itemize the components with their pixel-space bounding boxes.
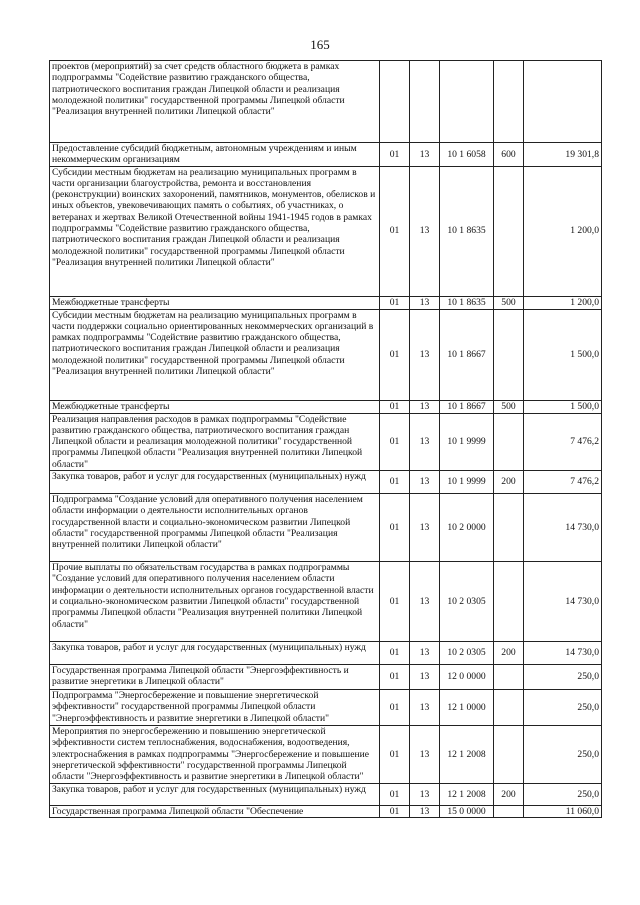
row-description: проектов (мероприятий) за счет средств областного бюджета в рамках подпрограммы "Содействие развитию гражданского общества, патриотического воспитания граждан Липецкой области и реализация молодежной политики" государственной программы Липецкой области "Реализация внутренней политики Липецкой области" bbox=[50, 61, 380, 143]
target-article-code bbox=[440, 61, 494, 143]
expense-type-code bbox=[494, 562, 524, 642]
amount: 14 730,0 bbox=[524, 494, 602, 562]
row-description: Мероприятия по энергосбережению и повышению энергетической эффективности систем теплоснабжения, водоснабжения, водоотведения, электроснабжения в рамках подпрограммы "Энергосбережение и повышение энергетической эффективности" государственной программы Липецкой области "Энергоэффективность и развитие энергетики в Липецкой области" bbox=[50, 726, 380, 784]
row-description: Государственная программа Липецкой области "Энергоэффективность и развитие энергетики в Липецкой области" bbox=[50, 665, 380, 690]
target-article-code: 10 2 0305 bbox=[440, 562, 494, 642]
subsection-code: 13 bbox=[410, 494, 440, 562]
budget-table bbox=[49, 60, 602, 818]
target-article-code: 12 1 2008 bbox=[440, 726, 494, 784]
table-row bbox=[50, 413, 602, 470]
amount: 7 476,2 bbox=[524, 471, 602, 494]
expense-type-code bbox=[494, 494, 524, 562]
expense-type-code bbox=[494, 690, 524, 726]
table-row bbox=[50, 309, 602, 400]
target-article-code: 10 1 8667 bbox=[440, 400, 494, 413]
section-code: 01 bbox=[380, 665, 410, 690]
row-description: Субсидии местным бюджетам на реализацию муниципальных программ в части поддержки социально ориентированных некоммерческих организаций в рамках подпрограммы "Содействие развитию гражданского общества, патриотического воспитания граждан Липецкой области и реализация молодежной политики" государственной программы Липецкой области "Реализация внутренней политики Липецкой области" bbox=[50, 309, 380, 400]
amount: 1 200,0 bbox=[524, 296, 602, 309]
table-row bbox=[50, 296, 602, 309]
expense-type-code bbox=[494, 665, 524, 690]
amount: 250,0 bbox=[524, 665, 602, 690]
subsection-code: 13 bbox=[410, 806, 440, 818]
target-article-code: 10 2 0000 bbox=[440, 494, 494, 562]
table-row bbox=[50, 61, 602, 143]
section-code: 01 bbox=[380, 642, 410, 665]
subsection-code: 13 bbox=[410, 143, 440, 167]
target-article-code: 15 0 0000 bbox=[440, 806, 494, 818]
target-article-code: 10 1 8667 bbox=[440, 309, 494, 400]
subsection-code: 13 bbox=[410, 784, 440, 806]
row-description: Закупка товаров, работ и услуг для государственных (муниципальных) нужд bbox=[50, 471, 380, 494]
target-article-code: 10 1 8635 bbox=[440, 296, 494, 309]
amount: 250,0 bbox=[524, 726, 602, 784]
table-row bbox=[50, 726, 602, 784]
target-article-code: 10 1 6058 bbox=[440, 143, 494, 167]
expense-type-code bbox=[494, 413, 524, 470]
row-description: Закупка товаров, работ и услуг для государственных (муниципальных) нужд bbox=[50, 642, 380, 665]
subsection-code: 13 bbox=[410, 642, 440, 665]
page-number: 165 bbox=[310, 37, 330, 52]
row-description: Предоставление субсидий бюджетным, автономным учреждениям и иным некоммерческим организациям bbox=[50, 143, 380, 167]
row-description: Прочие выплаты по обязательствам государства в рамках подпрограммы "Создание условий для оперативного получения населением области информации о деятельности исполнительных органов государственной власти и социально-экономическом развитии Липецкой области" государственной программы Липецкой области "Реализация внутренней политики Липецкой области" bbox=[50, 562, 380, 642]
section-code: 01 bbox=[380, 690, 410, 726]
subsection-code: 13 bbox=[410, 309, 440, 400]
expense-type-code: 200 bbox=[494, 642, 524, 665]
table-row bbox=[50, 166, 602, 296]
amount: 19 301,8 bbox=[524, 143, 602, 167]
section-code: 01 bbox=[380, 296, 410, 309]
amount: 14 730,0 bbox=[524, 642, 602, 665]
row-description: Субсидии местным бюджетам на реализацию муниципальных программ в части организации благоустройства, ремонта и восстановления (реконструкции) воинских захоронений, памятников, монументов, обелисков и иных объектов, увековечивающих память о событиях, об участниках, о ветеранах и жертвах Великой Отечественной войны 1941-1945 годов в рамках подпрограммы "Содействие развитию гражданского общества, патриотического воспитания граждан Липецкой области и реализация молодежной политики" государственной программы Липецкой области "Реализация внутренней политики Липецкой области" bbox=[50, 166, 380, 296]
row-description: Реализация направления расходов в рамках подпрограммы "Содействие развитию гражданского общества, патриотического воспитания граждан Липецкой области и реализация молодежной политики" государственной программы Липецкой области "Реализация внутренней политики Липецкой области" bbox=[50, 413, 380, 470]
row-description: Подпрограмма "Создание условий для оперативного получения населением области информации о деятельности исполнительных органов государственной власти и социально-экономическом развитии Липецкой области" государственной программы Липецкой области "Реализация внутренней политики Липецкой области" bbox=[50, 494, 380, 562]
table-row bbox=[50, 471, 602, 494]
subsection-code: 13 bbox=[410, 296, 440, 309]
expense-type-code bbox=[494, 806, 524, 818]
expense-type-code: 200 bbox=[494, 784, 524, 806]
amount: 1 200,0 bbox=[524, 166, 602, 296]
section-code: 01 bbox=[380, 413, 410, 470]
subsection-code: 13 bbox=[410, 166, 440, 296]
target-article-code: 10 1 8635 bbox=[440, 166, 494, 296]
amount bbox=[524, 61, 602, 143]
row-description: Подпрограмма "Энергосбережение и повышение энергетической эффективности" государственной программы Липецкой области "Энергоэффективность и развитие энергетики в Липецкой области" bbox=[50, 690, 380, 726]
table-row bbox=[50, 143, 602, 167]
section-code: 01 bbox=[380, 562, 410, 642]
amount: 1 500,0 bbox=[524, 400, 602, 413]
expense-type-code: 500 bbox=[494, 400, 524, 413]
target-article-code: 12 0 0000 bbox=[440, 665, 494, 690]
subsection-code: 13 bbox=[410, 471, 440, 494]
table-row bbox=[50, 806, 602, 818]
section-code: 01 bbox=[380, 726, 410, 784]
target-article-code: 12 1 2008 bbox=[440, 784, 494, 806]
section-code: 01 bbox=[380, 166, 410, 296]
expense-type-code bbox=[494, 61, 524, 143]
target-article-code: 12 1 0000 bbox=[440, 690, 494, 726]
table-row bbox=[50, 494, 602, 562]
expense-type-code bbox=[494, 166, 524, 296]
section-code: 01 bbox=[380, 494, 410, 562]
table-row bbox=[50, 642, 602, 665]
subsection-code: 13 bbox=[410, 665, 440, 690]
target-article-code: 10 1 9999 bbox=[440, 471, 494, 494]
table-row bbox=[50, 690, 602, 726]
subsection-code: 13 bbox=[410, 400, 440, 413]
section-code: 01 bbox=[380, 143, 410, 167]
expense-type-code: 600 bbox=[494, 143, 524, 167]
section-code bbox=[380, 61, 410, 143]
subsection-code: 13 bbox=[410, 413, 440, 470]
expense-type-code bbox=[494, 726, 524, 784]
amount: 14 730,0 bbox=[524, 562, 602, 642]
table-row bbox=[50, 665, 602, 690]
expense-type-code: 200 bbox=[494, 471, 524, 494]
row-description: Межбюджетные трансферты bbox=[50, 296, 380, 309]
section-code: 01 bbox=[380, 400, 410, 413]
section-code: 01 bbox=[380, 784, 410, 806]
amount: 11 060,0 bbox=[524, 806, 602, 818]
amount: 1 500,0 bbox=[524, 309, 602, 400]
row-description: Межбюджетные трансферты bbox=[50, 400, 380, 413]
expense-type-code: 500 bbox=[494, 296, 524, 309]
row-description: Государственная программа Липецкой области "Обеспечение bbox=[50, 806, 380, 818]
section-code: 01 bbox=[380, 309, 410, 400]
amount: 250,0 bbox=[524, 690, 602, 726]
amount: 250,0 bbox=[524, 784, 602, 806]
expense-type-code bbox=[494, 309, 524, 400]
subsection-code bbox=[410, 61, 440, 143]
subsection-code: 13 bbox=[410, 562, 440, 642]
table-row bbox=[50, 400, 602, 413]
target-article-code: 10 1 9999 bbox=[440, 413, 494, 470]
target-article-code: 10 2 0305 bbox=[440, 642, 494, 665]
amount: 7 476,2 bbox=[524, 413, 602, 470]
section-code: 01 bbox=[380, 806, 410, 818]
subsection-code: 13 bbox=[410, 726, 440, 784]
row-description: Закупка товаров, работ и услуг для государственных (муниципальных) нужд bbox=[50, 784, 380, 806]
section-code: 01 bbox=[380, 471, 410, 494]
table-row bbox=[50, 784, 602, 806]
subsection-code: 13 bbox=[410, 690, 440, 726]
table-row bbox=[50, 562, 602, 642]
